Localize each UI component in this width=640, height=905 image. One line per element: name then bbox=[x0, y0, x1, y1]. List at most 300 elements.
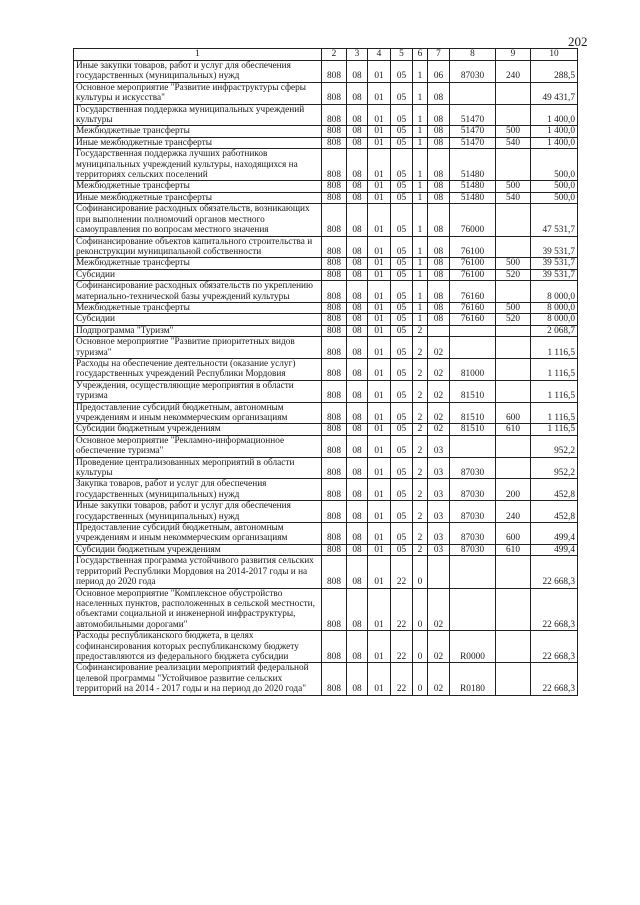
amount: 39 531,7 bbox=[531, 236, 578, 258]
amount: 500,0 bbox=[531, 149, 578, 181]
ministry-code: 808 bbox=[322, 281, 347, 303]
subprogram-code: 1 bbox=[413, 104, 428, 126]
activity-code: 06 bbox=[428, 61, 450, 83]
expense-type-code: 540 bbox=[496, 137, 531, 148]
target-article-code: 76100 bbox=[450, 236, 496, 258]
row-name: Основное мероприятие "Развитие приоритетных видов туризма" bbox=[74, 337, 322, 359]
subprogram-code: 2 bbox=[413, 501, 428, 523]
expense-type-code bbox=[496, 281, 531, 303]
target-article-code bbox=[450, 556, 496, 588]
activity-code: 02 bbox=[428, 380, 450, 402]
amount: 8 000,0 bbox=[531, 281, 578, 303]
row-name: Расходы республиканского бюджета, в целях софинансирования которых республиканскому бюджету предоставляются из федерального бюджета субсидии bbox=[74, 631, 322, 663]
program-code: 22 bbox=[391, 556, 413, 588]
program-code: 05 bbox=[391, 402, 413, 424]
subprogram-code: 0 bbox=[413, 556, 428, 588]
row-name: Субсидии бюджетным учреждениям bbox=[74, 544, 322, 555]
target-article-code: 51470 bbox=[450, 104, 496, 126]
section-code: 08 bbox=[347, 204, 368, 236]
table-row bbox=[74, 663, 578, 695]
target-article-code bbox=[450, 82, 496, 104]
program-code: 05 bbox=[391, 337, 413, 359]
section-code: 08 bbox=[347, 544, 368, 555]
target-article-code bbox=[450, 588, 496, 631]
header-row bbox=[74, 49, 578, 61]
target-article-code: 76160 bbox=[450, 281, 496, 303]
subsection-code: 01 bbox=[368, 544, 391, 555]
program-code: 05 bbox=[391, 82, 413, 104]
row-name: Основное мероприятие "Развитие инфраструктуры сферы культуры и искусства" bbox=[74, 82, 322, 104]
target-article-code: R0180 bbox=[450, 663, 496, 695]
subprogram-code: 2 bbox=[413, 523, 428, 545]
activity-code: 08 bbox=[428, 126, 450, 137]
amount: 47 531,7 bbox=[531, 204, 578, 236]
program-code: 05 bbox=[391, 61, 413, 83]
table-row bbox=[74, 631, 578, 663]
table-header bbox=[74, 49, 578, 61]
subprogram-code: 2 bbox=[413, 358, 428, 380]
column-header: 7 bbox=[428, 49, 450, 61]
amount: 1 116,5 bbox=[531, 424, 578, 435]
amount: 1 116,5 bbox=[531, 358, 578, 380]
amount: 499,4 bbox=[531, 544, 578, 555]
expense-type-code bbox=[496, 435, 531, 457]
subprogram-code: 1 bbox=[413, 314, 428, 325]
subprogram-code: 2 bbox=[413, 435, 428, 457]
row-name: Учреждения, осуществляющие мероприятия в области туризма bbox=[74, 380, 322, 402]
table-row bbox=[74, 358, 578, 380]
target-article-code: 87030 bbox=[450, 61, 496, 83]
activity-code: 02 bbox=[428, 424, 450, 435]
row-name: Межбюджетные трансферты bbox=[74, 302, 322, 313]
ministry-code: 808 bbox=[322, 314, 347, 325]
subprogram-code: 1 bbox=[413, 61, 428, 83]
activity-code: 08 bbox=[428, 181, 450, 192]
activity-code: 02 bbox=[428, 337, 450, 359]
program-code: 05 bbox=[391, 269, 413, 280]
subprogram-code: 0 bbox=[413, 663, 428, 695]
subsection-code: 01 bbox=[368, 181, 391, 192]
section-code: 08 bbox=[347, 269, 368, 280]
expense-type-code bbox=[496, 380, 531, 402]
section-code: 08 bbox=[347, 556, 368, 588]
target-article-code bbox=[450, 337, 496, 359]
row-name: Субсидии бюджетным учреждениям bbox=[74, 424, 322, 435]
expense-type-code: 500 bbox=[496, 126, 531, 137]
ministry-code: 808 bbox=[322, 544, 347, 555]
subprogram-code: 0 bbox=[413, 588, 428, 631]
section-code: 08 bbox=[347, 82, 368, 104]
target-article-code: 51470 bbox=[450, 137, 496, 148]
program-code: 05 bbox=[391, 126, 413, 137]
amount: 1 400,0 bbox=[531, 104, 578, 126]
row-name: Государственная поддержка лучших работников муниципальных учреждений культуры, находящихся на территориях сельских поселений bbox=[74, 149, 322, 181]
expense-type-code bbox=[496, 631, 531, 663]
column-header: 4 bbox=[368, 49, 391, 61]
section-code: 08 bbox=[347, 149, 368, 181]
section-code: 08 bbox=[347, 457, 368, 479]
amount: 1 400,0 bbox=[531, 126, 578, 137]
target-article-code: 87030 bbox=[450, 501, 496, 523]
program-code: 22 bbox=[391, 663, 413, 695]
row-name: Субсидии bbox=[74, 269, 322, 280]
expense-type-code: 600 bbox=[496, 523, 531, 545]
target-article-code: 76000 bbox=[450, 204, 496, 236]
amount: 288,5 bbox=[531, 61, 578, 83]
expense-type-code bbox=[496, 104, 531, 126]
subsection-code: 01 bbox=[368, 523, 391, 545]
table-row bbox=[74, 149, 578, 181]
amount: 2 068,7 bbox=[531, 325, 578, 336]
subsection-code: 01 bbox=[368, 556, 391, 588]
amount: 452,8 bbox=[531, 501, 578, 523]
subsection-code: 01 bbox=[368, 358, 391, 380]
subsection-code: 01 bbox=[368, 424, 391, 435]
amount: 452,8 bbox=[531, 479, 578, 501]
section-code: 08 bbox=[347, 104, 368, 126]
subprogram-code: 1 bbox=[413, 281, 428, 303]
amount: 22 668,3 bbox=[531, 631, 578, 663]
column-header: 6 bbox=[413, 49, 428, 61]
subprogram-code: 2 bbox=[413, 325, 428, 336]
program-code: 05 bbox=[391, 380, 413, 402]
ministry-code: 808 bbox=[322, 501, 347, 523]
table-row bbox=[74, 302, 578, 313]
subprogram-code: 1 bbox=[413, 302, 428, 313]
activity-code: 03 bbox=[428, 501, 450, 523]
subsection-code: 01 bbox=[368, 302, 391, 313]
table-row bbox=[74, 61, 578, 83]
ministry-code: 808 bbox=[322, 149, 347, 181]
subsection-code: 01 bbox=[368, 501, 391, 523]
program-code: 05 bbox=[391, 544, 413, 555]
expense-type-code: 500 bbox=[496, 302, 531, 313]
amount: 500,0 bbox=[531, 181, 578, 192]
ministry-code: 808 bbox=[322, 631, 347, 663]
row-name: Межбюджетные трансферты bbox=[74, 126, 322, 137]
activity-code: 08 bbox=[428, 314, 450, 325]
subprogram-code: 2 bbox=[413, 457, 428, 479]
activity-code: 08 bbox=[428, 192, 450, 203]
section-code: 08 bbox=[347, 588, 368, 631]
activity-code: 02 bbox=[428, 631, 450, 663]
subprogram-code: 1 bbox=[413, 149, 428, 181]
subsection-code: 01 bbox=[368, 192, 391, 203]
section-code: 08 bbox=[347, 402, 368, 424]
ministry-code: 808 bbox=[322, 236, 347, 258]
row-name: Расходы на обеспечение деятельности (оказание услуг) государственных учреждений Республики Мордовия bbox=[74, 358, 322, 380]
activity-code: 08 bbox=[428, 104, 450, 126]
ministry-code: 808 bbox=[322, 104, 347, 126]
target-article-code: 87030 bbox=[450, 479, 496, 501]
row-name: Иные межбюджетные трансферты bbox=[74, 192, 322, 203]
activity-code: 03 bbox=[428, 457, 450, 479]
subsection-code: 01 bbox=[368, 380, 391, 402]
expense-type-code bbox=[496, 204, 531, 236]
ministry-code: 808 bbox=[322, 302, 347, 313]
column-header: 9 bbox=[496, 49, 531, 61]
program-code: 05 bbox=[391, 435, 413, 457]
table-row bbox=[74, 126, 578, 137]
table-row bbox=[74, 337, 578, 359]
table-row bbox=[74, 314, 578, 325]
subsection-code: 01 bbox=[368, 337, 391, 359]
expense-type-code: 610 bbox=[496, 424, 531, 435]
target-article-code: 76160 bbox=[450, 302, 496, 313]
table-row bbox=[74, 82, 578, 104]
target-article-code: 81510 bbox=[450, 424, 496, 435]
section-code: 08 bbox=[347, 631, 368, 663]
activity-code: 08 bbox=[428, 236, 450, 258]
row-name: Софинансирование объектов капитального строительства и реконструкции муниципальной собственности bbox=[74, 236, 322, 258]
activity-code: 08 bbox=[428, 258, 450, 269]
program-code: 05 bbox=[391, 457, 413, 479]
subprogram-code: 2 bbox=[413, 402, 428, 424]
amount: 22 668,3 bbox=[531, 663, 578, 695]
ministry-code: 808 bbox=[322, 556, 347, 588]
expense-type-code: 540 bbox=[496, 192, 531, 203]
activity-code bbox=[428, 556, 450, 588]
row-name: Основное мероприятие "Комплексное обустройство населенных пунктов, расположенных в сельской местности, объектами социальной и инженерной инфраструктуры, автомобильными дорогами" bbox=[74, 588, 322, 631]
row-name: Иные межбюджетные трансферты bbox=[74, 137, 322, 148]
program-code: 05 bbox=[391, 358, 413, 380]
amount: 1 116,5 bbox=[531, 337, 578, 359]
subsection-code: 01 bbox=[368, 236, 391, 258]
activity-code: 08 bbox=[428, 302, 450, 313]
ministry-code: 808 bbox=[322, 61, 347, 83]
activity-code: 02 bbox=[428, 663, 450, 695]
expense-type-code bbox=[496, 588, 531, 631]
activity-code: 08 bbox=[428, 281, 450, 303]
table-row bbox=[74, 192, 578, 203]
program-code: 05 bbox=[391, 181, 413, 192]
amount: 49 431,7 bbox=[531, 82, 578, 104]
section-code: 08 bbox=[347, 126, 368, 137]
column-header: 1 bbox=[74, 49, 322, 61]
target-article-code: 76100 bbox=[450, 269, 496, 280]
program-code: 05 bbox=[391, 149, 413, 181]
program-code: 05 bbox=[391, 281, 413, 303]
subsection-code: 01 bbox=[368, 435, 391, 457]
program-code: 05 bbox=[391, 424, 413, 435]
subsection-code: 01 bbox=[368, 281, 391, 303]
row-name: Предоставление субсидий бюджетным, автономным учреждениям и иным некоммерческим организациям bbox=[74, 402, 322, 424]
program-code: 05 bbox=[391, 302, 413, 313]
table-row bbox=[74, 281, 578, 303]
ministry-code: 808 bbox=[322, 192, 347, 203]
activity-code: 08 bbox=[428, 137, 450, 148]
subsection-code: 01 bbox=[368, 479, 391, 501]
ministry-code: 808 bbox=[322, 82, 347, 104]
subsection-code: 01 bbox=[368, 104, 391, 126]
amount: 1 116,5 bbox=[531, 380, 578, 402]
program-code: 05 bbox=[391, 501, 413, 523]
page-number: 202 bbox=[568, 34, 588, 49]
program-code: 05 bbox=[391, 325, 413, 336]
expense-type-code bbox=[496, 358, 531, 380]
section-code: 08 bbox=[347, 501, 368, 523]
target-article-code: 51480 bbox=[450, 192, 496, 203]
row-name: Предоставление субсидий бюджетным, автономным учреждениям и иным некоммерческим организациям bbox=[74, 523, 322, 545]
target-article-code: 87030 bbox=[450, 457, 496, 479]
program-code: 05 bbox=[391, 137, 413, 148]
activity-code: 02 bbox=[428, 402, 450, 424]
program-code: 05 bbox=[391, 258, 413, 269]
program-code: 05 bbox=[391, 236, 413, 258]
activity-code: 08 bbox=[428, 204, 450, 236]
amount: 1 116,5 bbox=[531, 402, 578, 424]
ministry-code: 808 bbox=[322, 588, 347, 631]
subprogram-code: 1 bbox=[413, 269, 428, 280]
target-article-code: 87030 bbox=[450, 523, 496, 545]
target-article-code: 51480 bbox=[450, 181, 496, 192]
section-code: 08 bbox=[347, 181, 368, 192]
table-row bbox=[74, 258, 578, 269]
activity-code: 03 bbox=[428, 479, 450, 501]
subprogram-code: 1 bbox=[413, 181, 428, 192]
ministry-code: 808 bbox=[322, 325, 347, 336]
subsection-code: 01 bbox=[368, 314, 391, 325]
row-name: Закупка товаров, работ и услуг для обеспечения государственных (муниципальных) нужд bbox=[74, 479, 322, 501]
ministry-code: 808 bbox=[322, 137, 347, 148]
row-name: Софинансирование расходных обязательств по укреплению материально-технической базы учреждений культуры bbox=[74, 281, 322, 303]
subsection-code: 01 bbox=[368, 137, 391, 148]
table-row bbox=[74, 588, 578, 631]
column-header: 2 bbox=[322, 49, 347, 61]
amount: 39 531,7 bbox=[531, 269, 578, 280]
subsection-code: 01 bbox=[368, 149, 391, 181]
expense-type-code bbox=[496, 325, 531, 336]
expense-type-code bbox=[496, 663, 531, 695]
budget-table bbox=[73, 48, 578, 696]
ministry-code: 808 bbox=[322, 204, 347, 236]
column-header: 10 bbox=[531, 49, 578, 61]
subsection-code: 01 bbox=[368, 204, 391, 236]
target-article-code: 87030 bbox=[450, 544, 496, 555]
amount: 1 400,0 bbox=[531, 137, 578, 148]
ministry-code: 808 bbox=[322, 479, 347, 501]
subprogram-code: 1 bbox=[413, 192, 428, 203]
amount: 8 000,0 bbox=[531, 314, 578, 325]
section-code: 08 bbox=[347, 314, 368, 325]
section-code: 08 bbox=[347, 281, 368, 303]
ministry-code: 808 bbox=[322, 258, 347, 269]
ministry-code: 808 bbox=[322, 269, 347, 280]
row-name: Межбюджетные трансферты bbox=[74, 181, 322, 192]
subprogram-code: 2 bbox=[413, 337, 428, 359]
target-article-code bbox=[450, 435, 496, 457]
expense-type-code bbox=[496, 236, 531, 258]
table-row bbox=[74, 424, 578, 435]
target-article-code: 81510 bbox=[450, 380, 496, 402]
subsection-code: 01 bbox=[368, 258, 391, 269]
amount: 39 531,7 bbox=[531, 258, 578, 269]
table-row bbox=[74, 544, 578, 555]
subprogram-code: 2 bbox=[413, 380, 428, 402]
table-row bbox=[74, 479, 578, 501]
table-row bbox=[74, 435, 578, 457]
subprogram-code: 1 bbox=[413, 82, 428, 104]
column-header: 8 bbox=[450, 49, 496, 61]
expense-type-code: 240 bbox=[496, 61, 531, 83]
expense-type-code: 600 bbox=[496, 402, 531, 424]
section-code: 08 bbox=[347, 192, 368, 203]
ministry-code: 808 bbox=[322, 181, 347, 192]
row-name: Иные закупки товаров, работ и услуг для обеспечения государственных (муниципальных) нужд bbox=[74, 501, 322, 523]
activity-code: 03 bbox=[428, 435, 450, 457]
amount: 499,4 bbox=[531, 523, 578, 545]
target-article-code: 51480 bbox=[450, 149, 496, 181]
ministry-code: 808 bbox=[322, 126, 347, 137]
section-code: 08 bbox=[347, 236, 368, 258]
expense-type-code bbox=[496, 82, 531, 104]
column-header: 3 bbox=[347, 49, 368, 61]
section-code: 08 bbox=[347, 380, 368, 402]
row-name: Государственная поддержка муниципальных учреждений культуры bbox=[74, 104, 322, 126]
table-row bbox=[74, 269, 578, 280]
subprogram-code: 1 bbox=[413, 204, 428, 236]
target-article-code bbox=[450, 325, 496, 336]
expense-type-code: 200 bbox=[496, 479, 531, 501]
target-article-code: 76100 bbox=[450, 258, 496, 269]
ministry-code: 808 bbox=[322, 457, 347, 479]
table-row bbox=[74, 556, 578, 588]
target-article-code: 81510 bbox=[450, 402, 496, 424]
subprogram-code: 0 bbox=[413, 631, 428, 663]
subprogram-code: 2 bbox=[413, 424, 428, 435]
ministry-code: 808 bbox=[322, 358, 347, 380]
expense-type-code bbox=[496, 457, 531, 479]
subsection-code: 01 bbox=[368, 457, 391, 479]
section-code: 08 bbox=[347, 302, 368, 313]
subsection-code: 01 bbox=[368, 269, 391, 280]
row-name: Государственная программа устойчивого развития сельских территорий Республики Мордовия на 2014-2017 годы и на период до 2020 года bbox=[74, 556, 322, 588]
ministry-code: 808 bbox=[322, 523, 347, 545]
program-code: 05 bbox=[391, 204, 413, 236]
expense-type-code: 240 bbox=[496, 501, 531, 523]
target-article-code: R0000 bbox=[450, 631, 496, 663]
expense-type-code: 610 bbox=[496, 544, 531, 555]
program-code: 05 bbox=[391, 104, 413, 126]
table-row bbox=[74, 523, 578, 545]
expense-type-code: 520 bbox=[496, 269, 531, 280]
activity-code bbox=[428, 325, 450, 336]
subsection-code: 01 bbox=[368, 663, 391, 695]
subsection-code: 01 bbox=[368, 588, 391, 631]
section-code: 08 bbox=[347, 337, 368, 359]
ministry-code: 808 bbox=[322, 380, 347, 402]
subsection-code: 01 bbox=[368, 126, 391, 137]
expense-type-code bbox=[496, 556, 531, 588]
section-code: 08 bbox=[347, 137, 368, 148]
activity-code: 03 bbox=[428, 523, 450, 545]
table-row bbox=[74, 204, 578, 236]
amount: 952,2 bbox=[531, 457, 578, 479]
program-code: 22 bbox=[391, 588, 413, 631]
section-code: 08 bbox=[347, 325, 368, 336]
subsection-code: 01 bbox=[368, 61, 391, 83]
section-code: 08 bbox=[347, 479, 368, 501]
amount: 22 668,3 bbox=[531, 556, 578, 588]
section-code: 08 bbox=[347, 435, 368, 457]
ministry-code: 808 bbox=[322, 435, 347, 457]
ministry-code: 808 bbox=[322, 663, 347, 695]
ministry-code: 808 bbox=[322, 424, 347, 435]
row-name: Субсидии bbox=[74, 314, 322, 325]
table-row bbox=[74, 380, 578, 402]
subprogram-code: 1 bbox=[413, 137, 428, 148]
subsection-code: 01 bbox=[368, 402, 391, 424]
